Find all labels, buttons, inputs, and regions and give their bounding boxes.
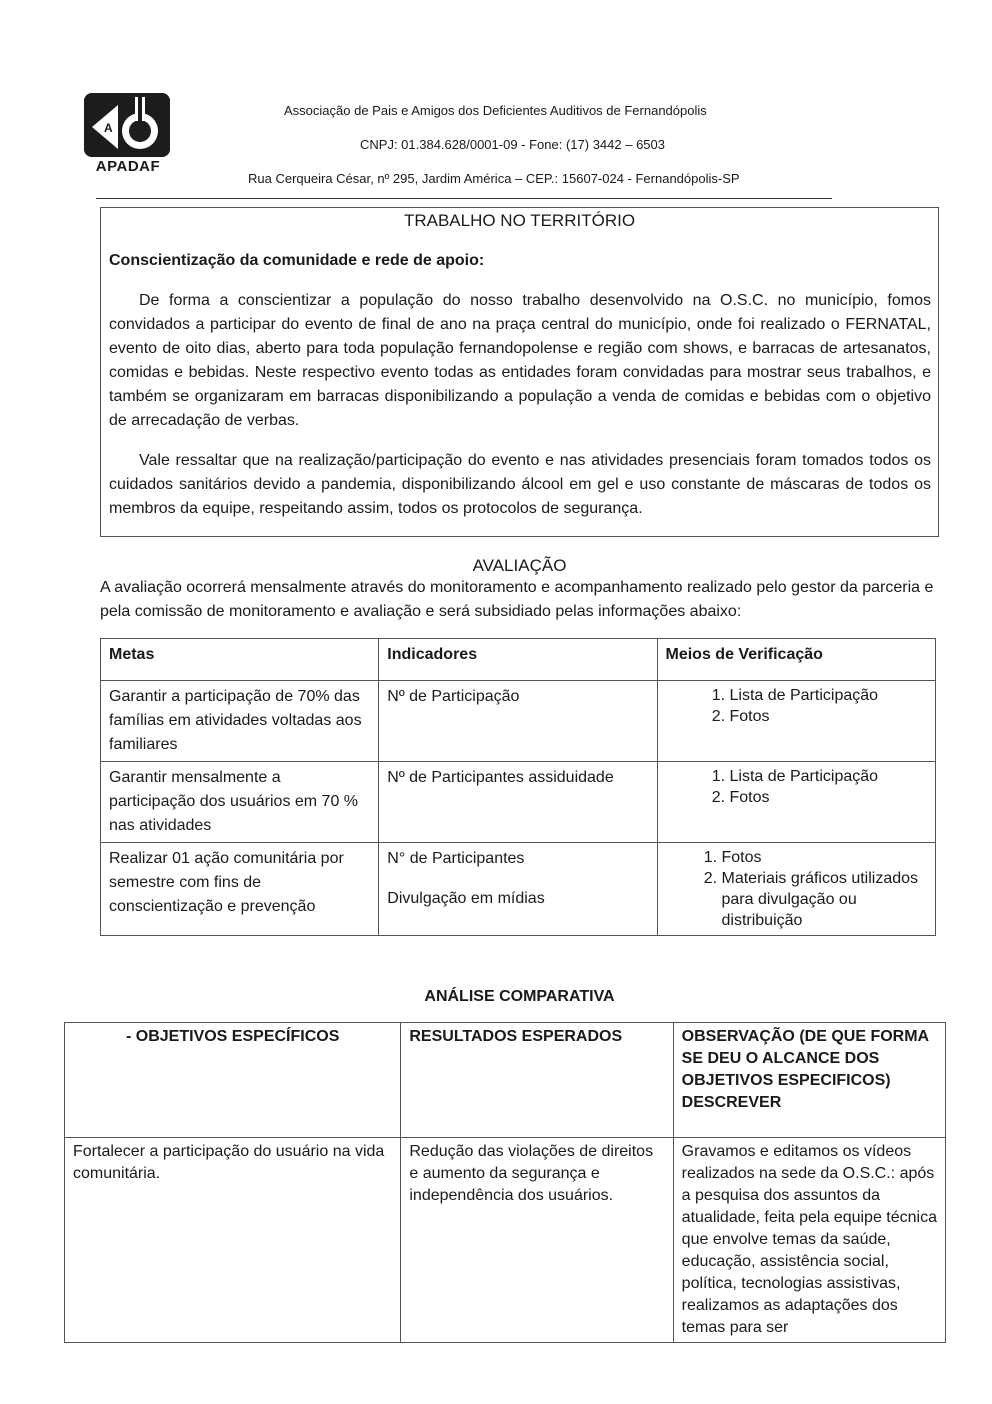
list-item: 2. Fotos [730,706,928,727]
table-row [65,1138,946,1343]
territorio-subtitle: Conscientização da comunidade e rede de apoio: [109,252,485,269]
logo-letter: A [104,121,113,135]
objetivo-cell: Fortalecer a participação do usuário na vida comunitária. [65,1138,401,1343]
indicador-cell [379,843,657,936]
column-header-observacao: OBSERVAÇÃO (DE QUE FORMA SE DEU O ALCANCE DOS OBJETIVOS ESPECIFICOS) DESCREVER [673,1023,945,1138]
table-row [101,762,936,843]
column-header-objetivos: - OBJETIVOS ESPECÍFICOS [65,1023,401,1138]
territorio-title: TRABALHO NO TERRITÓRIO [403,211,636,230]
indicador-text-2: Divulgação em mídias [387,890,545,907]
indicador-cell: Nº de Participantes assiduidade [379,762,657,843]
address-line: Rua Cerqueira César, nº 295, Jardim América – CEP.: 15607-024 - Fernandópolis-SP [248,171,740,186]
table-row [101,843,936,936]
avaliacao-table [100,638,936,936]
column-header-resultados: RESULTADOS ESPERADOS [401,1023,673,1138]
meios-cell [657,843,936,936]
indicador-cell: Nº de Participação [379,681,657,762]
avaliacao-title: AVALIAÇÃO [472,556,567,575]
analise-title: ANÁLISE COMPARATIVA [424,988,615,1005]
list-item: 2. Materiais gráficos utilizados para divulgação ou distribuição [722,868,928,931]
observacao-cell: Gravamos e editamos os vídeos realizados na sede da O.S.C.: após a pesquisa dos assuntos da atualidade, feita pela equipe técnica que envolve temas da saúde, educação, assistência social, política, tecnologias assistivas, realizamos as adaptações dos temas para ser [673,1138,945,1343]
territorio-paragraph-2: Vale ressaltar que na realização/participação do evento e nas atividades presenciais foram tomados todos os cuidados sanitários devido a pandemia, disponibilizando álcool em gel e uso constante de máscaras de todos os membros da equipe, respeitando assim, todos os protocolos de segurança. [109,452,931,517]
resultado-cell: Redução das violações de direitos e aumento da segurança e independência dos usuários. [401,1138,673,1343]
analise-table [64,1022,946,1343]
list-item: 1. Fotos [722,847,928,868]
table-header-row [65,1023,946,1138]
column-header-meios: Meios de Verificação [657,639,936,681]
cnpj-line: CNPJ: 01.384.628/0001-09 - Fone: (17) 3442 – 6503 [360,137,665,152]
meta-cell: Garantir mensalmente a participação dos usuários em 70 % nas atividades [101,762,379,843]
org-name: Associação de Pais e Amigos dos Deficientes Auditivos de Fernandópolis [284,103,707,118]
avaliacao-text: A avaliação ocorrerá mensalmente através do monitoramento e acompanhamento realizado pelo gestor da parceria e pela comissão de monitoramento e avaliação e será subsidiado pelas informações abaixo: [100,579,934,620]
table-header-row [101,639,936,681]
logo-text: APADAF [95,158,161,175]
meta-cell: Realizar 01 ação comunitária por semestre com fins de conscientização e prevenção [101,843,379,936]
indicador-text: N° de Participantes [387,850,525,867]
column-header-indicadores: Indicadores [379,639,657,681]
list-item: 1. Lista de Participação [730,685,928,706]
meta-cell: Garantir a participação de 70% das famílias em atividades voltadas aos familiares [101,681,379,762]
apadaf-logo [84,93,170,157]
territorio-paragraph-1: De forma a conscientizar a população do nosso trabalho desenvolvido na O.S.C. no município, fomos convidados a participar do evento de final de ano na praça central do município, onde foi realizado o FERNATAL, evento de oito dias, aberto para toda população fernandopolense e região com shows, e barracas de artesanatos, comidas e bebidas. Neste respectivo evento todas as entidades foram convidadas para mostrar seus trabalhos, e também se organizaram em barracas disponibilizando a população a venda de comidas e bebidas com o objetivo de arrecadação de verbas. [109,292,931,429]
column-header-metas: Metas [101,639,379,681]
list-item: 2. Fotos [730,787,928,808]
meios-cell [657,681,936,762]
ear-logo-icon [84,93,170,157]
header-divider [96,198,832,199]
table-row [101,681,936,762]
meios-cell [657,762,936,843]
list-item: 1. Lista de Participação [730,766,928,787]
